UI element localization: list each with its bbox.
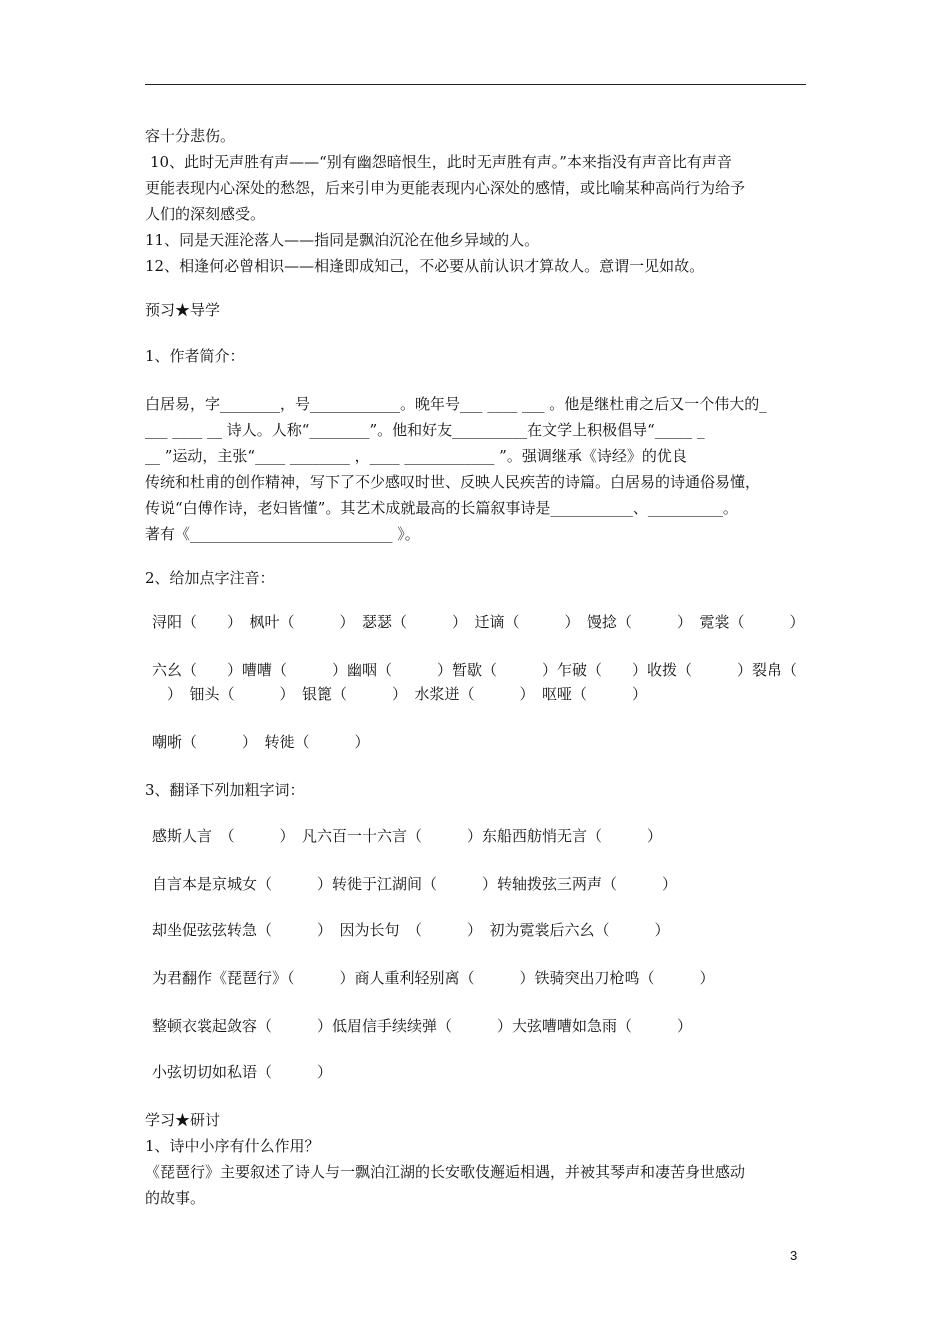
page-number: 3 xyxy=(790,1248,798,1263)
text-line: 预习★导学 xyxy=(145,301,221,319)
text-line: 学习★研讨 xyxy=(145,1111,221,1129)
text-line: 11、同是天涯沦落人——指同是飘泊沉沦在他乡异域的人。 xyxy=(145,231,540,249)
text-line: ） 钿头（ ） 银篦（ ） 水浆迸（ ） 呕哑（ ） xyxy=(152,685,648,703)
text-line: 小弦切切如私语（ ） xyxy=(152,1063,333,1081)
header-rule xyxy=(145,84,806,85)
text-line: 3、翻译下列加粗字词： xyxy=(145,781,305,799)
text-line: 感斯人言 （ ） 凡六百一十六言（ ）东船西舫悄无言（ ） xyxy=(152,827,663,845)
text-line: 人们的深刻感受。 xyxy=(145,205,266,223)
text-line: 1、作者简介： xyxy=(145,347,245,365)
text-line: 著有《___________________________ 》。 xyxy=(145,525,420,543)
text-line: 为君翻作《琵琶行》（ ）商人重利轻别离（ ）铁骑突出刀枪鸣（ ） xyxy=(152,969,715,987)
text-line: 更能表现内心深处的愁怨，后来引申为更能表现内心深处的感情，或比喻某种高尚行为给予 xyxy=(145,179,746,197)
text-line: 2、给加点字注音： xyxy=(145,569,275,587)
text-line: 1、诗中小序有什么作用？ xyxy=(145,1137,320,1155)
text-line: 《琵琶行》主要叙述了诗人与一飘泊江湖的长安歌伎邂逅相遇，并被其琴声和凄苦身世感动 xyxy=(145,1163,746,1181)
text-line: 传说“白傅作诗，老妇皆懂”。其艺术成就最高的长篇叙事诗是___________、__________。 xyxy=(145,499,738,517)
text-line: ___ ____ __ 诗人。人称“________”。他和好友__________在文学上积极倡导“_____ _ xyxy=(145,421,705,439)
text-line: 的故事。 xyxy=(145,1189,206,1207)
text-line: 却坐促弦弦转急（ ） 因为长句 （ ） 初为霓裳后六幺（ ） xyxy=(152,921,670,939)
text-line: 六幺（ ）嘈嘈（ ）幽咽（ ）暂歇（ ）乍破（ ）收拨（ ）裂帛（ xyxy=(152,661,798,679)
text-line: 浔阳（ ） 枫叶（ ） 瑟瑟（ ） 迁谪（ ） 馒捻（ ） 霓裳（ ） xyxy=(152,613,805,631)
text-line: 容十分悲伤。 xyxy=(145,127,236,145)
text-line: 自言本是京城女（ ）转徙于江湖间（ ）转轴拨弦三两声（ ） xyxy=(152,875,678,893)
text-line: 嘲哳（ ） 转徙（ ） xyxy=(152,733,370,751)
text-line: 12、相逢何必曾相识——相逢即成知己，不必要从前认识才算故人。意谓一见如故。 xyxy=(145,257,705,275)
text-line: 白居易，字________，号____________。晚年号___ ____ ___ 。他是继杜甫之后又一个伟大的_ xyxy=(145,395,767,413)
text-line: __ ”运动，主张“____ ________ ，____ ____________ ”。强调继承《诗经》的优良 xyxy=(145,447,687,465)
text-line: 整顿衣裳起敛容（ ）低眉信手续续弹（ ）大弦嘈嘈如急雨（ ） xyxy=(152,1017,693,1035)
text-line: 10、此时无声胜有声——“别有幽怨暗恨生，此时无声胜有声。”本来指没有声音比有声音 xyxy=(150,153,732,171)
text-line: 传统和杜甫的创作精神，写下了不少感叹时世、反映人民疾苦的诗篇。白居易的诗通俗易懂， xyxy=(145,473,761,491)
